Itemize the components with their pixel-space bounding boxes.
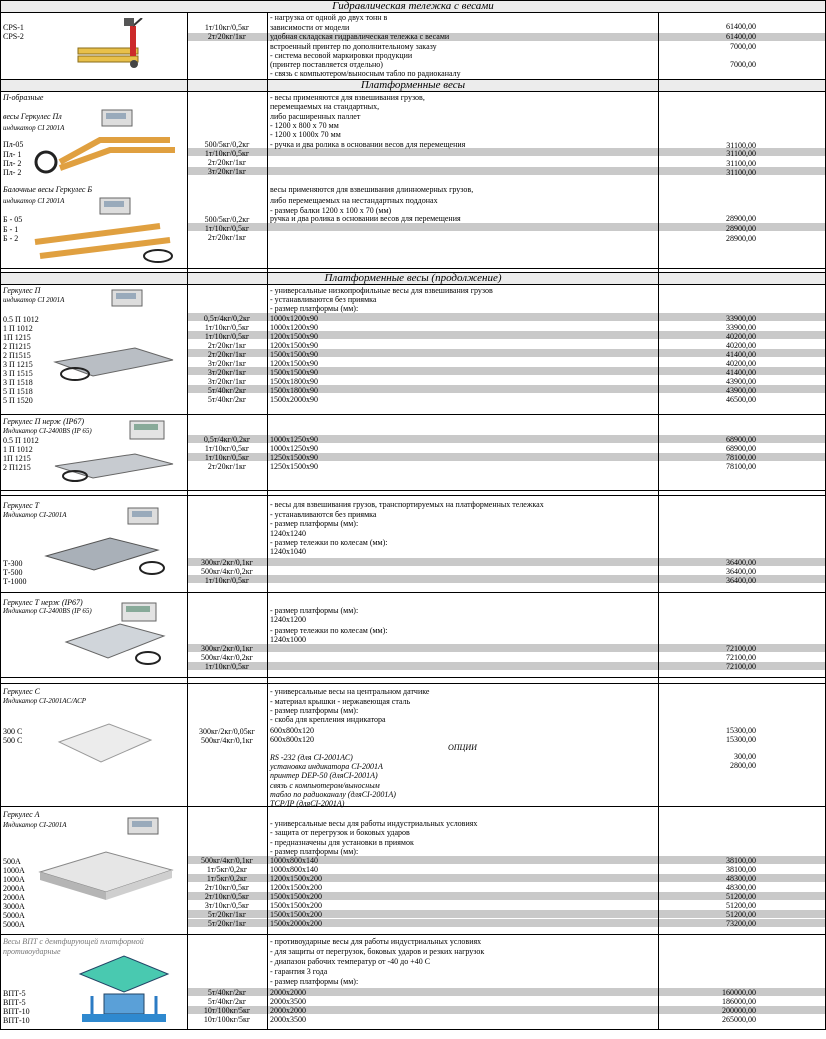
platform-size-cell: 1200х1500х90 — [270, 332, 318, 341]
capacity-cell: 2т/10кг/0,5кг — [204, 883, 250, 892]
price-cell: 33900,00 — [726, 323, 756, 332]
column-line — [0, 0, 1, 1030]
description-line: 600х800х120 — [270, 735, 314, 744]
description-line: либо перемещаемых на нестандартных поддонах — [270, 196, 438, 205]
model-label: ВПТ-5 — [3, 989, 26, 998]
options-heading: ОПЦИИ — [448, 743, 477, 752]
option-line: принтер DEP-50 (дляCI-2001А) — [270, 771, 378, 780]
description-line: - универсальные весы на центральном датчике — [270, 687, 430, 696]
price-cell: 41400,00 — [726, 368, 756, 377]
description-line: - размер платформы (мм): — [270, 706, 359, 715]
model-label: 2000А — [3, 884, 25, 893]
model-label: 1П 1215 — [3, 333, 31, 342]
indicator-image — [100, 106, 136, 130]
description-line: весы применяются для взвешивания длинномерных грузов, — [270, 185, 474, 194]
price-cell: 38100,00 — [726, 856, 756, 865]
price-cell: 31100,00 — [726, 159, 756, 168]
capacity-cell: 2т/20кг/1кг — [207, 233, 247, 242]
price-cell: 33900,00 — [726, 314, 756, 323]
capacity-cell: 2т/10кг/0,5кг — [204, 892, 250, 901]
separator — [0, 268, 826, 269]
platform-size-cell: 1500х1500х200 — [270, 892, 322, 901]
description-line: - универсальные весы для работы индустриальных условиях — [270, 819, 478, 828]
capacity-cell: 5т/20кг/1кг — [207, 910, 247, 919]
beam-scale-image — [30, 222, 180, 264]
capacity-cell: 300кг/2кг/0,05кг — [199, 727, 255, 736]
option-line: установка индикатора CI-2001А — [270, 762, 383, 771]
platform-size-cell: 1000х800х140 — [270, 856, 318, 865]
platform-size-cell: 1200х1500х200 — [270, 874, 322, 883]
model-label: Т-300 — [3, 559, 23, 568]
platform-size-cell: 2000х3500 — [270, 1015, 306, 1024]
platform-size-cell: 1000х1200х90 — [270, 314, 318, 323]
model-label: ВПТ-10 — [3, 1016, 30, 1025]
product-title: весы Геркулес Пл — [3, 112, 62, 121]
model-label: CPS-1 — [3, 23, 24, 32]
price-cell: 15300,00 — [726, 726, 756, 735]
indicator-label: Индикатор CI-2001А — [3, 511, 67, 519]
model-label: 3 П 1518 — [3, 378, 33, 387]
model-label: 5000А — [3, 920, 25, 929]
price-cell: 7000,00 — [730, 42, 756, 51]
description-line: ручка и два ролика в основании весов для перемещения — [270, 214, 461, 223]
description-line: - 1200 х 1000х 70 мм — [270, 130, 341, 139]
product-title: противоударные — [3, 947, 61, 956]
description-line: - размер платформы (мм): — [270, 519, 359, 528]
model-label: Т-1000 — [3, 577, 27, 586]
price-cell: 51200,00 — [726, 910, 756, 919]
model-label: 5 П 1518 — [3, 387, 33, 396]
description-line: удобная складская гидравлическая тележка с весами — [270, 32, 450, 41]
product-title: Весы ВПТ с демпфирующей платформой — [3, 937, 144, 946]
indicator-label: индикатор CI 2001А — [3, 124, 65, 132]
price-cell: 78100,00 — [726, 462, 756, 471]
platform-size-cell: 1200х1500х90 — [270, 359, 318, 368]
capacity-cell: 1т/10кг/0,5кг — [204, 332, 250, 341]
capacity-cell: 0,5т/4кг/0,2кг — [203, 314, 251, 323]
capacity-cell: 2т/20кг/1кг — [207, 32, 247, 41]
platform-size-cell: 1200х1500х200 — [270, 883, 322, 892]
industrial-scale-image — [36, 844, 176, 904]
description-line: 1240х1040 — [270, 547, 306, 556]
indicator-image — [126, 505, 162, 527]
capacity-cell: 500кг/4кг/0,1кг — [201, 856, 253, 865]
capacity-cell: 500кг/4кг/0,1кг — [201, 736, 253, 745]
description-line: - 1200 х 800 х 70 мм — [270, 121, 339, 130]
model-label: Т-500 — [3, 568, 23, 577]
platform-size-cell: 1200х1500х90 — [270, 341, 318, 350]
description-line: перемещаемых на стандартных, — [270, 102, 380, 111]
description-line: - устанавливаются без приямка — [270, 510, 377, 519]
description-line: - размер балки 1200 х 100 х 70 (мм) — [270, 206, 392, 215]
indicator-image — [98, 194, 134, 218]
price-cell: 43900,00 — [726, 377, 756, 386]
capacity-cell: 300кг/2кг/0,1кг — [201, 558, 253, 567]
price-cell: 61400,00 — [726, 22, 756, 31]
description-line: - нагрузка от одной до двух тонн в — [270, 13, 388, 22]
price-cell: 31100,00 — [726, 141, 756, 150]
price-cell: 48300,00 — [726, 874, 756, 883]
model-label: 1 П 1012 — [3, 324, 33, 333]
description-line: - размер платформы (мм): — [270, 977, 359, 986]
price-cell: 40200,00 — [726, 341, 756, 350]
platform-size-cell: 1500х2000х200 — [270, 919, 322, 928]
price-cell: 40200,00 — [726, 359, 756, 368]
platform-size-cell: 2000х2000 — [270, 988, 306, 997]
option-line: RS -232 (для CI-2001АС) — [270, 753, 353, 762]
model-label: 3 П 1215 — [3, 360, 33, 369]
platform-size-cell: 1000х800х140 — [270, 865, 318, 874]
capacity-cell: 500/5кг/0,2кг — [204, 140, 250, 149]
price-cell: 2800,00 — [730, 761, 756, 770]
capacity-cell: 500/5кг/0,2кг — [204, 215, 250, 224]
model-label: 0.5 П 1012 — [3, 436, 39, 445]
capacity-cell: 1т/10кг/0,5кг — [204, 224, 250, 233]
description-line: 1240х1000 — [270, 635, 306, 644]
price-cell: 51200,00 — [726, 892, 756, 901]
capacity-cell: 2т/20кг/1кг — [207, 462, 247, 471]
u-shaped-scale-image — [30, 132, 180, 174]
capacity-cell: 5т/40кг/2кг — [207, 386, 247, 395]
capacity-cell: 3т/20кг/1кг — [207, 377, 247, 386]
price-cell: 31100,00 — [726, 168, 756, 177]
price-cell: 186000,00 — [722, 997, 756, 1006]
platform-size-cell: 2000х3500 — [270, 997, 306, 1006]
model-label: Пл- 2 — [3, 168, 22, 177]
model-label: 5000А — [3, 911, 25, 920]
description-line: 1240х1240 — [270, 529, 306, 538]
model-label: 2 П1515 — [3, 351, 31, 360]
price-cell: 36400,00 — [726, 558, 756, 567]
platform-size-cell: 1500х1800х90 — [270, 386, 318, 395]
product-title: П-образные — [3, 93, 44, 102]
capacity-cell: 1т/10кг/0,5кг — [204, 576, 250, 585]
price-cell: 51200,00 — [726, 901, 756, 910]
section-header-platform-continued: Платформенные весы (продолжение) — [0, 272, 826, 285]
price-cell: 36400,00 — [726, 576, 756, 585]
indicator-image — [128, 418, 168, 442]
description-line: - гарантия 3 года — [270, 967, 328, 976]
product-title: Геркулес П — [3, 286, 41, 295]
price-cell: 7000,00 — [730, 60, 756, 69]
product-title: Геркулес А — [3, 810, 40, 819]
price-cell: 43900,00 — [726, 386, 756, 395]
price-cell: 48300,00 — [726, 883, 756, 892]
description-line: - связь с компьютером/выносным табло по радиоканалу — [270, 69, 461, 78]
platform-size-cell: 2000х2000 — [270, 1006, 306, 1015]
capacity-cell: 0,5т/4кг/0,2кг — [203, 435, 251, 444]
model-label: Б - 2 — [3, 234, 19, 243]
description-line: встроенный принтер по дополнительному заказу — [270, 42, 437, 51]
capacity-cell: 1т/10кг/0,5кг — [204, 453, 250, 462]
capacity-cell: 500кг/4кг/0,2кг — [201, 653, 253, 662]
price-cell: 28900,00 — [726, 214, 756, 223]
description-line: - размер платформы (мм): — [270, 304, 359, 313]
capacity-cell: 500кг/4кг/0,2кг — [201, 567, 253, 576]
product-title: Геркулес С — [3, 687, 40, 696]
separator — [0, 592, 826, 593]
platform-size-cell: 1500х1500х200 — [270, 910, 322, 919]
separator — [0, 414, 826, 415]
description-line: - устанавливаются без приямка — [270, 295, 377, 304]
model-label: CPS-2 — [3, 32, 24, 41]
description-line: - диапазон рабочих температур от -40 до +40 С — [270, 957, 431, 966]
platform-size-cell: 1250х1500х90 — [270, 453, 318, 462]
indicator-label: Индикатор CI-2400BS (IP 65) — [3, 607, 92, 615]
model-label: Б - 1 — [3, 225, 19, 234]
model-label: 500А — [3, 857, 21, 866]
description-line: - весы для взвешивания грузов, транспортируемых на платформенных тележках — [270, 500, 544, 509]
platform-scale-image — [45, 448, 177, 484]
capacity-cell: 2т/20кг/1кг — [207, 350, 247, 359]
capacity-cell: 3т/20кг/1кг — [207, 359, 247, 368]
capacity-cell: 1т/10кг/0,5кг — [204, 662, 250, 671]
pallet-truck-scale-image — [72, 18, 152, 72]
price-cell: 40200,00 — [726, 332, 756, 341]
indicator-label: индикатор CI 2001А — [3, 197, 65, 205]
capacity-cell: 5т/40кг/2кг — [207, 997, 247, 1006]
ramp-scale-image — [60, 618, 170, 670]
separator — [0, 495, 826, 496]
section-header-hydraulic: Гидравлическая тележка с весами — [0, 1, 826, 13]
description-line: 600х800х120 — [270, 726, 314, 735]
price-cell: 78100,00 — [726, 453, 756, 462]
platform-scale-image — [45, 338, 177, 384]
product-title: Геркулес Т — [3, 501, 40, 510]
capacity-cell: 1т/10кг/0,5кг — [204, 444, 250, 453]
capacity-cell: 10т/100кг/5кг — [203, 1015, 251, 1024]
model-label: 3000А — [3, 902, 25, 911]
product-title: Геркулес П нерж (IP67) — [3, 417, 85, 426]
price-cell: 28900,00 — [726, 224, 756, 233]
product-title: Геркулес Т нерж (IP67) — [3, 598, 83, 607]
model-label: 1 П 1012 — [3, 445, 33, 454]
model-label: Б - 05 — [3, 215, 23, 224]
capacity-cell: 2т/20кг/1кг — [207, 158, 247, 167]
capacity-cell: 5т/40кг/2кг — [207, 988, 247, 997]
model-label: 1000А — [3, 866, 25, 875]
description-line: - защита от перегрузок и боковых ударов — [270, 828, 410, 837]
description-line: - размер платформы (мм): — [270, 606, 359, 615]
capacity-cell: 5т/40кг/2кг — [207, 395, 247, 404]
capacity-cell: 3т/20кг/1кг — [207, 167, 247, 176]
option-line: табло по радиоканалу (дляCI-2001А) — [270, 790, 396, 799]
option-line: связь с компьютером/выносным — [270, 781, 380, 790]
model-label: 2 П1215 — [3, 463, 31, 472]
platform-size-cell: 1500х1500х200 — [270, 901, 322, 910]
platform-size-cell: 1000х1250х90 — [270, 444, 318, 453]
description-line: - предназначены для установки в приямок — [270, 838, 414, 847]
separator — [0, 806, 826, 807]
price-cell: 300,00 — [734, 752, 756, 761]
separator — [0, 934, 826, 935]
column-line — [267, 12, 268, 1030]
capacity-cell: 1т/5кг/0,2кг — [206, 865, 248, 874]
capacity-cell: 1т/10кг/0,5кг — [204, 23, 250, 32]
column-line — [658, 12, 659, 1030]
description-line: зависимости от модели — [270, 23, 350, 32]
capacity-cell: 3т/20кг/1кг — [207, 368, 247, 377]
indicator-label: Индикатор CI-2001А — [3, 821, 67, 829]
description-line: - ручка и два ролика в основании весов для перемещения — [270, 140, 466, 149]
price-cell: 38100,00 — [726, 865, 756, 874]
model-label: ВПТ-10 — [3, 1007, 30, 1016]
platform-size-cell: 1500х1500х90 — [270, 368, 318, 377]
indicator-label: Индикатор CI-2400BS (IP 65) — [3, 427, 92, 435]
model-label: 2 П1215 — [3, 342, 31, 351]
model-label: Пл- 1 — [3, 150, 22, 159]
description-line: либо расширенных паллет — [270, 112, 361, 121]
separator — [0, 683, 826, 684]
capacity-cell: 3т/10кг/0,5кг — [204, 901, 250, 910]
model-label: 3 П 1515 — [3, 369, 33, 378]
indicator-image — [126, 815, 162, 837]
description-line: 1240х1200 — [270, 615, 306, 624]
price-cell: 72100,00 — [726, 662, 756, 671]
price-cell: 68900,00 — [726, 435, 756, 444]
model-label: 500 С — [3, 736, 23, 745]
price-cell: 41400,00 — [726, 350, 756, 359]
description-line: - размер тележки по колесам (мм): — [270, 626, 388, 635]
description-line: - система весовой маркировки продукции — [270, 51, 413, 60]
price-cell: 15300,00 — [726, 735, 756, 744]
price-cell: 36400,00 — [726, 567, 756, 576]
description-line: - размер платформы (мм): — [270, 847, 359, 856]
capacity-cell: 300кг/2кг/0,1кг — [201, 644, 253, 653]
description-line: - универсальные низкопрофильные весы для взвешивания грузов — [270, 286, 493, 295]
capacity-cell: 10т/100кг/5кг — [203, 1006, 251, 1015]
separator — [0, 677, 826, 678]
center-sensor-scale-image — [55, 718, 155, 768]
section-header-platform: Платформенные весы — [0, 79, 826, 92]
price-cell: 61400,00 — [726, 32, 756, 41]
description-line: - весы применяются для взвешивания грузов, — [270, 93, 425, 102]
price-cell: 31100,00 — [726, 149, 756, 158]
platform-size-cell: 1500х1500х90 — [270, 350, 318, 359]
model-label: 2000А — [3, 893, 25, 902]
price-cell: 72100,00 — [726, 653, 756, 662]
platform-size-cell: 1500х1800х90 — [270, 377, 318, 386]
description-line: - размер тележки по колесам (мм): — [270, 538, 388, 547]
capacity-cell: 1т/10кг/0,5кг — [204, 149, 250, 158]
shockproof-scale-image — [74, 944, 174, 1028]
price-cell: 200000,00 — [722, 1006, 756, 1015]
price-cell: 68900,00 — [726, 444, 756, 453]
model-label: Пл-05 — [3, 140, 24, 149]
product-title: Балочные весы Геркулес Б — [3, 185, 93, 194]
price-cell: 46500,00 — [726, 395, 756, 404]
price-cell: 265000,00 — [722, 1015, 756, 1024]
description-line: - материал крышки - нержавеющая сталь — [270, 697, 411, 706]
platform-size-cell: 1000х1200х90 — [270, 323, 318, 332]
model-label: 300 С — [3, 727, 23, 736]
price-cell: 160000,00 — [722, 988, 756, 997]
indicator-label: Индикатор CI-2001АС/АСР — [3, 697, 87, 705]
description-line: - противоударные весы для работы индустриальных условиях — [270, 937, 482, 946]
price-cell: 72100,00 — [726, 644, 756, 653]
description-line: - для защиты от перегрузок, боковых ударов и резких нагрузок — [270, 947, 485, 956]
description-line: (принтер поставляется отдельно) — [270, 60, 383, 69]
model-label: ВПТ-5 — [3, 998, 26, 1007]
platform-size-cell: 1000х1250х90 — [270, 435, 318, 444]
model-label: 1П 1215 — [3, 454, 31, 463]
capacity-cell: 1т/10кг/0,5кг — [204, 323, 250, 332]
indicator-image — [110, 287, 146, 309]
platform-size-cell: 1250х1500х90 — [270, 462, 318, 471]
option-line: TCP/IP (дляCI-2001А) — [270, 799, 345, 808]
table-border-bottom — [0, 1029, 826, 1030]
capacity-cell: 5т/20кг/1кг — [207, 919, 247, 928]
separator — [0, 490, 826, 491]
model-label: 0.5 П 1012 — [3, 315, 39, 324]
model-label: 1000А — [3, 875, 25, 884]
model-label: Пл- 2 — [3, 159, 22, 168]
capacity-cell: 2т/20кг/1кг — [207, 341, 247, 350]
capacity-cell: 1т/5кг/0,2кг — [206, 874, 248, 883]
platform-size-cell: 1500х2000х90 — [270, 395, 318, 404]
description-line: - скоба для крепления индикатора — [270, 715, 386, 724]
indicator-label: индикатор CI 2001А — [3, 296, 65, 304]
model-label: 5 П 1520 — [3, 396, 33, 405]
price-cell: 28900,00 — [726, 234, 756, 243]
ramp-scale-image — [40, 530, 170, 580]
price-cell: 73200,00 — [726, 919, 756, 928]
